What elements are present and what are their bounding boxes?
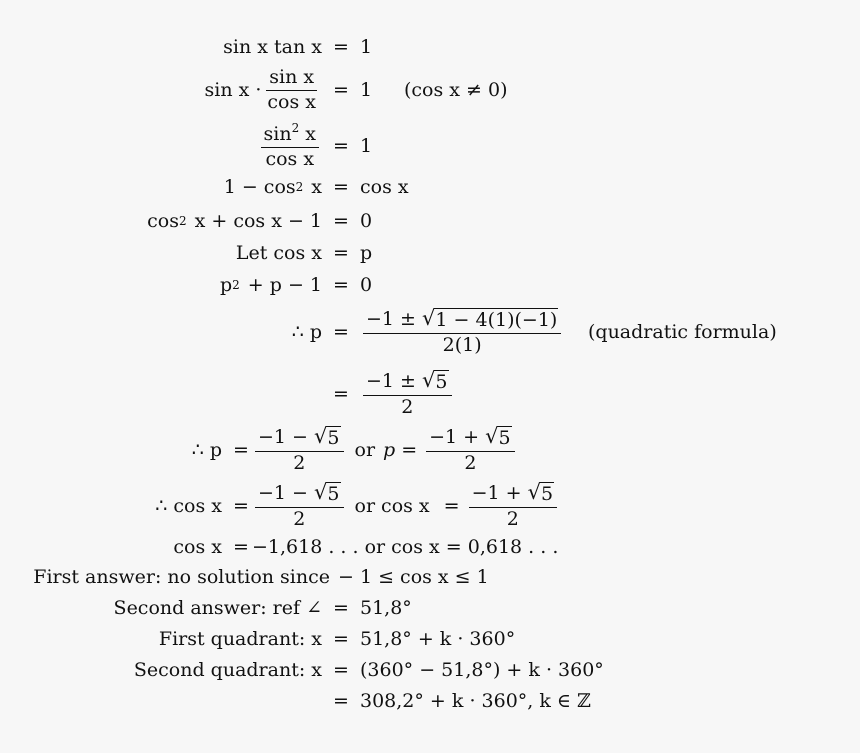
square-root xyxy=(314,426,340,449)
rhs xyxy=(330,566,489,588)
fraction-numerator xyxy=(426,426,515,452)
equation-line-2 xyxy=(0,68,860,113)
radical-icon: √ xyxy=(422,306,436,330)
fraction-denominator: 2 xyxy=(293,451,306,474)
equals-sign: = xyxy=(233,536,249,558)
fraction-2 xyxy=(426,426,515,474)
lhs xyxy=(0,566,330,588)
num-text: sin xyxy=(263,123,292,145)
num-text: −1 + xyxy=(471,482,522,504)
rhs xyxy=(252,536,558,558)
rhs xyxy=(352,176,409,198)
radicand: 5 xyxy=(498,427,511,449)
equation-line-4 xyxy=(0,176,860,198)
rhs xyxy=(352,690,591,712)
rhs-text: 308,2° + k · 360°, k ∈ ℤ xyxy=(360,690,591,712)
rhs xyxy=(352,210,372,232)
fraction-1 xyxy=(255,482,344,530)
exponent: 2 xyxy=(178,214,187,228)
equals-sign: = xyxy=(333,320,349,343)
rhs xyxy=(352,242,372,264)
var-p: p xyxy=(383,438,396,461)
num-text: −1 + xyxy=(429,426,480,448)
lhs-text: ∴ p xyxy=(191,438,222,461)
lhs-text: ∴ cos x xyxy=(155,494,222,517)
rhs xyxy=(352,370,455,418)
equation-line-13 xyxy=(0,566,860,588)
rhs-text: 0 xyxy=(360,274,373,296)
square-root xyxy=(485,426,511,449)
equals-sign: = xyxy=(333,36,349,58)
equals-sign: = xyxy=(333,79,349,102)
lhs xyxy=(0,628,330,650)
square-root xyxy=(528,482,554,505)
equals-sign: = xyxy=(333,210,349,232)
lhs xyxy=(0,36,330,58)
equation-line-7 xyxy=(0,274,860,296)
fraction-denominator: 2 xyxy=(401,395,414,418)
exponent: 2 xyxy=(295,180,304,194)
lhs-text: sin x tan x xyxy=(223,36,322,58)
equation-line-12 xyxy=(0,536,860,558)
lhs-text: 1 − cos xyxy=(223,176,296,198)
equals-sign: = xyxy=(333,176,349,198)
equals-sign-2: = xyxy=(443,494,460,517)
lhs xyxy=(0,210,330,232)
square-root xyxy=(422,308,558,331)
rhs-text: cos x xyxy=(360,176,409,198)
equals-sign: = xyxy=(333,690,349,712)
rhs-text: 1 xyxy=(360,36,373,58)
equals-sign: = xyxy=(233,494,249,517)
lhs-text: ∴ p xyxy=(291,320,322,343)
rhs xyxy=(252,426,518,474)
lhs xyxy=(0,321,330,343)
equals-sign: = xyxy=(333,628,349,650)
lhs xyxy=(0,274,330,296)
rhs-text: 1 xyxy=(360,79,373,102)
num-text: −1 − xyxy=(258,426,308,448)
lhs-text: sin x · xyxy=(204,79,262,102)
rhs xyxy=(352,36,372,58)
radicand: 5 xyxy=(435,371,448,393)
rhs xyxy=(352,274,372,296)
equation-line-5 xyxy=(0,210,860,232)
equals-sign: = xyxy=(333,597,349,619)
equals-sign: = xyxy=(233,438,249,461)
equals-sign-2: = xyxy=(401,438,418,461)
equation-line-16 xyxy=(0,659,860,681)
num-text: −1 ± xyxy=(366,308,416,330)
equation-line-17 xyxy=(0,690,860,712)
equation-line-8 xyxy=(0,308,860,356)
rhs-text: 51,8° + k · 360° xyxy=(360,628,516,650)
lhs xyxy=(0,68,330,113)
radicand: 5 xyxy=(327,427,340,449)
radicand: 5 xyxy=(327,483,340,505)
fraction-numerator: sin x xyxy=(266,68,317,91)
fraction-denominator: 2 xyxy=(464,451,477,474)
exponent: 2 xyxy=(291,121,300,135)
radical-icon: √ xyxy=(422,368,436,392)
or-word: or xyxy=(354,438,376,461)
equation-line-9 xyxy=(0,370,860,418)
rhs-text: −1,618 . . . or cos x = 0,618 . . . xyxy=(252,536,559,558)
fraction-numerator xyxy=(363,308,561,334)
rhs-text: − 1 ≤ cos x ≤ 1 xyxy=(338,566,489,588)
radical-icon: √ xyxy=(527,480,541,504)
equation-line-11 xyxy=(0,482,860,530)
fraction xyxy=(363,308,561,356)
rhs-text: (360° − 51,8°) + k · 360° xyxy=(360,659,604,681)
radical-icon: √ xyxy=(314,424,328,448)
lhs-text: First quadrant: x xyxy=(158,628,322,650)
fraction-numerator xyxy=(363,370,452,396)
fraction xyxy=(261,122,319,170)
fraction-1 xyxy=(255,426,344,474)
lhs xyxy=(0,597,330,619)
lhs-text-b: x + cos x − 1 xyxy=(194,210,322,232)
lhs xyxy=(0,176,330,198)
square-root xyxy=(314,482,340,505)
rhs xyxy=(352,135,372,157)
lhs-text: Let cos x xyxy=(235,242,322,264)
equation-line-14 xyxy=(0,597,860,619)
fraction xyxy=(363,370,452,418)
fraction-numerator xyxy=(255,426,344,452)
lhs-text: cos xyxy=(147,210,179,232)
rhs-text: 51,8° xyxy=(360,597,412,619)
equation-line-10 xyxy=(0,426,860,474)
rhs-text: 1 xyxy=(360,134,373,157)
num-text: −1 − xyxy=(258,482,308,504)
equals-sign: = xyxy=(333,659,349,681)
side-note: (quadratic formula) xyxy=(588,320,777,343)
fraction-denominator: 2 xyxy=(293,507,306,530)
lhs xyxy=(0,495,230,517)
fraction-2 xyxy=(469,482,558,530)
rhs xyxy=(352,79,372,101)
equation-line-15 xyxy=(0,628,860,650)
or-cos-text: or cos x xyxy=(354,494,430,517)
radicand: 1 − 4(1)(−1) xyxy=(435,309,558,331)
equation-line-6 xyxy=(0,242,860,264)
rhs xyxy=(352,597,412,619)
rhs-text: p xyxy=(360,242,373,264)
fraction-denominator: cos x xyxy=(267,90,316,113)
num-text: −1 ± xyxy=(366,370,416,392)
lhs-text: p xyxy=(219,274,233,296)
fraction xyxy=(264,68,319,113)
equals-sign: = xyxy=(333,274,349,296)
equation-line-3 xyxy=(0,122,860,170)
rhs-text: 0 xyxy=(360,210,373,232)
fraction-numerator xyxy=(469,482,558,508)
rhs xyxy=(252,482,560,530)
lhs xyxy=(0,536,230,558)
fraction-denominator: 2 xyxy=(506,507,519,530)
lhs xyxy=(0,439,230,461)
fraction-denominator: cos x xyxy=(265,147,315,170)
square-root xyxy=(422,370,448,393)
fraction-denominator: 2(1) xyxy=(442,333,482,356)
lhs xyxy=(0,242,330,264)
num-var: x xyxy=(305,123,316,145)
lhs-text: First answer: no solution since xyxy=(33,566,330,588)
lhs-text: cos x xyxy=(173,536,222,558)
radicand: 5 xyxy=(540,483,554,505)
lhs-text-b: + p − 1 xyxy=(247,274,322,296)
radical-icon: √ xyxy=(314,480,328,504)
lhs-text: Second quadrant: x xyxy=(133,659,322,681)
equals-sign: = xyxy=(333,382,349,405)
rhs xyxy=(352,628,515,650)
rhs xyxy=(352,308,564,356)
radical-icon: √ xyxy=(485,424,499,448)
fraction-numerator xyxy=(255,482,344,508)
lhs xyxy=(0,659,330,681)
fraction-numerator xyxy=(261,122,319,148)
side-note: (cos x ≠ 0) xyxy=(404,79,508,102)
exponent: 2 xyxy=(232,278,240,292)
lhs-text-b: x xyxy=(311,176,322,198)
lhs xyxy=(0,122,330,170)
equation-line-1 xyxy=(0,36,860,58)
equals-sign: = xyxy=(333,242,349,264)
lhs-text: Second answer: ref ∠ xyxy=(113,597,322,619)
equals-sign: = xyxy=(333,134,349,157)
rhs xyxy=(352,659,604,681)
